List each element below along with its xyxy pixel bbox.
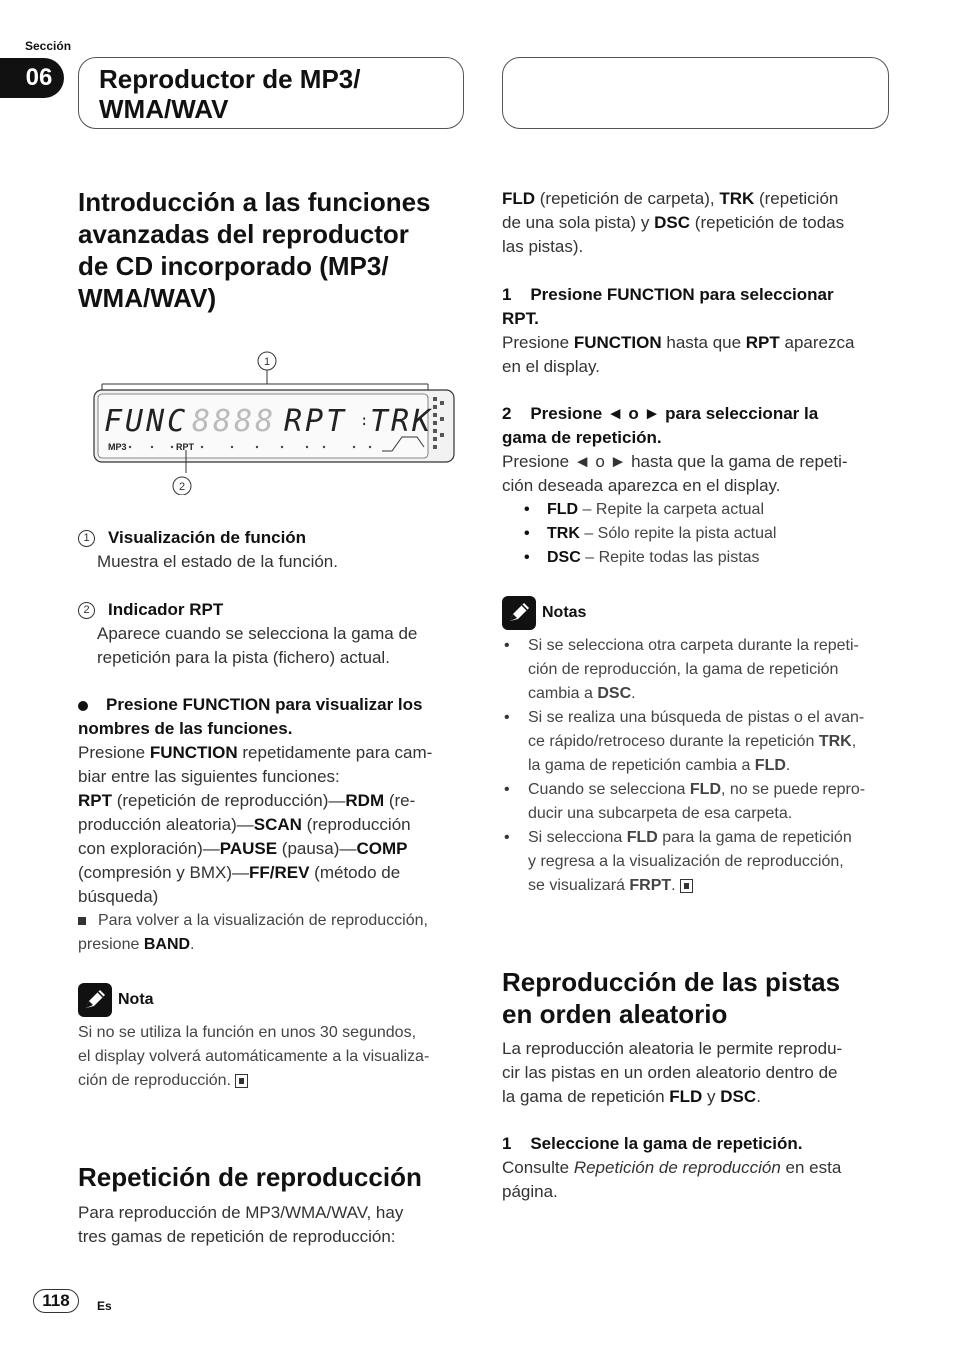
callout-2-num: 2 [78, 602, 95, 619]
display-rpt-text: RPT [284, 404, 348, 439]
text: en esta [780, 1158, 842, 1177]
text: . [756, 1087, 761, 1106]
text: Consulte [502, 1158, 574, 1177]
intro-heading-line: de CD incorporado (MP3/ [78, 251, 389, 281]
note-pencil-icon [78, 983, 112, 1017]
text: se visualizará [528, 877, 630, 894]
text: Presione [78, 743, 150, 762]
text: FLD [502, 189, 536, 208]
text: con exploración)— [78, 839, 220, 858]
text: La reproducción aleatoria le permite reprodu- [502, 1039, 843, 1058]
chapter-title-line2: WMA/WAV [99, 94, 229, 124]
intro-heading [78, 186, 468, 314]
text: página. [502, 1182, 558, 1201]
text: FF/REV [248, 863, 310, 882]
step-1 [502, 283, 894, 379]
list-item [502, 826, 894, 898]
text: FLD [754, 757, 786, 774]
text: RPT [745, 333, 780, 352]
text: la gama de repetición cambia a [528, 757, 755, 774]
display-rpt-indicator: RPT [176, 442, 194, 452]
text: (repetición [754, 189, 839, 208]
text: – Sólo repite la pista actual [579, 525, 777, 542]
text: de una sola pista) y [502, 213, 655, 232]
display-trk-text: TRK [370, 404, 434, 439]
text: Si no se utiliza la función en unos 30 segundos, [78, 1024, 417, 1041]
header-empty-box [502, 57, 889, 129]
repeat-ranges-text [502, 187, 894, 259]
section-label: Sección [25, 39, 72, 53]
intro-heading-line: avanzadas del reproductor [78, 219, 409, 249]
note-pencil-icon [502, 596, 536, 630]
text: SCAN [253, 815, 302, 834]
text: TRK [719, 189, 755, 208]
square-bullet-icon [78, 917, 86, 925]
text: Cuando se selecciona [528, 781, 690, 798]
text: y regresa a la visualización de reproducción, [528, 853, 844, 870]
text: ce rápido/retroceso durante la repetición [528, 733, 819, 750]
step-2-title-2: gama de repetición. [502, 428, 662, 447]
chapter-title [99, 64, 360, 124]
list-item [502, 522, 894, 546]
cross-reference: Repetición de reproducción [573, 1158, 781, 1177]
nota-header [78, 983, 154, 1017]
notas-header [502, 596, 586, 630]
function-step [78, 693, 470, 957]
svg-text::: : [360, 413, 369, 429]
svg-text:8888: 8888 [192, 404, 277, 439]
text: BAND [143, 936, 191, 953]
section-number-tab [0, 58, 64, 98]
text: aparezca [779, 333, 855, 352]
text: (pausa)— [277, 839, 357, 858]
text: . [671, 877, 676, 894]
text: en el display. [502, 357, 600, 376]
text: Si selecciona [528, 829, 627, 846]
text: repetidamente para cam- [237, 743, 433, 762]
nota-text [78, 1021, 470, 1093]
list-item [502, 778, 894, 826]
display-func-text: FUNC [104, 404, 189, 439]
text: – Repite todas las pistas [580, 549, 760, 566]
callout-1-num: 1 [78, 530, 95, 547]
text: FLD [626, 829, 658, 846]
callout-2-title: Indicador RPT [108, 600, 224, 619]
text: para la gama de repetición [657, 829, 852, 846]
notas-list [502, 634, 894, 898]
section-number: 06 [25, 64, 53, 91]
text: (repetición de reproducción)— [112, 791, 346, 810]
intro-heading-line: Introducción a las funciones [78, 187, 431, 217]
random-heading-line: en orden aleatorio [502, 999, 728, 1029]
text: (método de [309, 863, 401, 882]
page-number: 118 [33, 1289, 79, 1313]
text: la gama de repetición [502, 1087, 670, 1106]
text: (repetición de carpeta), [535, 189, 720, 208]
random-heading-line: Reproducción de las pistas [502, 967, 841, 997]
callout-2-desc [78, 598, 468, 670]
repeat-options-list [502, 498, 894, 570]
text: ción de reproducción, la gama de repetición [528, 661, 839, 678]
callout-2-text-1: Aparece cuando se selecciona la gama de [97, 624, 418, 643]
text: presione [78, 936, 144, 953]
text: COMP [356, 839, 408, 858]
text: FLD [689, 781, 721, 798]
callout-1-text: Muestra el estado de la función. [97, 552, 338, 571]
chapter-title-box [78, 57, 464, 129]
step-2-title: 2 Presione ◄ o ► para seleccionar la [502, 404, 819, 423]
random-step-1-title: 1 Seleccione la gama de repetición. [502, 1134, 803, 1153]
callout-1-label: 1 [263, 356, 271, 368]
text: • Si se selecciona otra carpeta durante la repeti- [528, 637, 859, 654]
text: Para volver a la visualización de reproducción, [98, 912, 428, 929]
text: tres gamas de repetición de reproducción: [78, 1227, 396, 1246]
bullet-dot-icon [78, 701, 88, 711]
random-intro [502, 1037, 894, 1109]
text: hasta que [661, 333, 746, 352]
text: . [190, 936, 195, 953]
step-2 [502, 402, 894, 570]
display-mp3-label: MP3 [108, 442, 127, 452]
display-svg [92, 345, 462, 495]
intro-heading-line: WMA/WAV) [78, 283, 217, 313]
text: búsqueda) [78, 887, 159, 906]
function-step-title-2: nombres de las funciones. [78, 719, 293, 738]
nota-label: Nota [118, 991, 154, 1008]
random-heading [502, 966, 902, 1030]
text: PAUSE [219, 839, 278, 858]
text: DSC [597, 685, 632, 702]
text: FRPT [629, 877, 672, 894]
list-item [502, 498, 894, 522]
text: , no se puede repro- [721, 781, 866, 798]
chapter-title-line1: Reproductor de MP3/ [99, 64, 361, 94]
text: ción de reproducción. [78, 1072, 231, 1089]
text: FLD [669, 1087, 703, 1106]
step-1-title: 1 Presione FUNCTION para seleccionar [502, 285, 834, 304]
text: . [785, 757, 791, 774]
text: ción deseada aparezca en el display. [502, 476, 781, 495]
text: el display volverá automáticamente a la visualiza- [78, 1048, 430, 1065]
repeat-heading: Repetición de reproducción [78, 1162, 422, 1192]
language-code: Es [97, 1299, 112, 1313]
callout-2-text-2: repetición para la pista (fichero) actual. [97, 648, 390, 667]
text: . [631, 685, 636, 702]
text: biar entre las siguientes funciones: [78, 767, 340, 786]
text: Para reproducción de MP3/WMA/WAV, hay [78, 1203, 404, 1222]
text: (re- [384, 791, 416, 810]
function-step-title-1: Presione FUNCTION para visualizar los [106, 695, 423, 714]
notas-label: Notas [542, 604, 587, 621]
list-item [502, 706, 894, 778]
random-step-1 [502, 1132, 894, 1204]
text: (compresión y BMX)— [78, 863, 249, 882]
step-1-title-2: RPT. [502, 309, 539, 328]
text: TRK [818, 733, 852, 750]
text: cir las pistas en un orden aleatorio dentro de [502, 1063, 838, 1082]
text: Presione ◄ o ► hasta que la gama de repeti- [502, 452, 848, 471]
repeat-intro [78, 1201, 470, 1249]
text: FUNCTION [149, 743, 238, 762]
text: Presione [502, 333, 574, 352]
callout-2-label: 2 [178, 481, 186, 493]
text: DSC [720, 1087, 757, 1106]
text: – Repite la carpeta actual [578, 501, 764, 518]
list-item [502, 634, 894, 706]
text: (repetición de todas [690, 213, 845, 232]
text: (reproducción [301, 815, 411, 834]
text: las pistas). [502, 237, 584, 256]
display-illustration [92, 345, 462, 495]
end-mark-icon [235, 1074, 248, 1088]
text: producción aleatoria)— [78, 815, 254, 834]
text: • Si se realiza una búsqueda de pistas o el avan- [528, 709, 865, 726]
text: FUNCTION [573, 333, 662, 352]
text: FLD [547, 501, 579, 518]
text: ducir una subcarpeta de esa carpeta. [528, 805, 793, 822]
text: DSC [654, 213, 691, 232]
text: DSC [547, 549, 581, 566]
text: RPT [78, 791, 112, 810]
text: , [851, 733, 857, 750]
text: TRK [547, 525, 580, 542]
text: RDM [345, 791, 385, 810]
text: cambia a [528, 685, 598, 702]
callout-1-desc [78, 526, 468, 574]
end-mark-icon [680, 879, 693, 893]
text: y [702, 1087, 721, 1106]
callout-1-title: Visualización de función [108, 528, 307, 547]
list-item [502, 546, 894, 570]
